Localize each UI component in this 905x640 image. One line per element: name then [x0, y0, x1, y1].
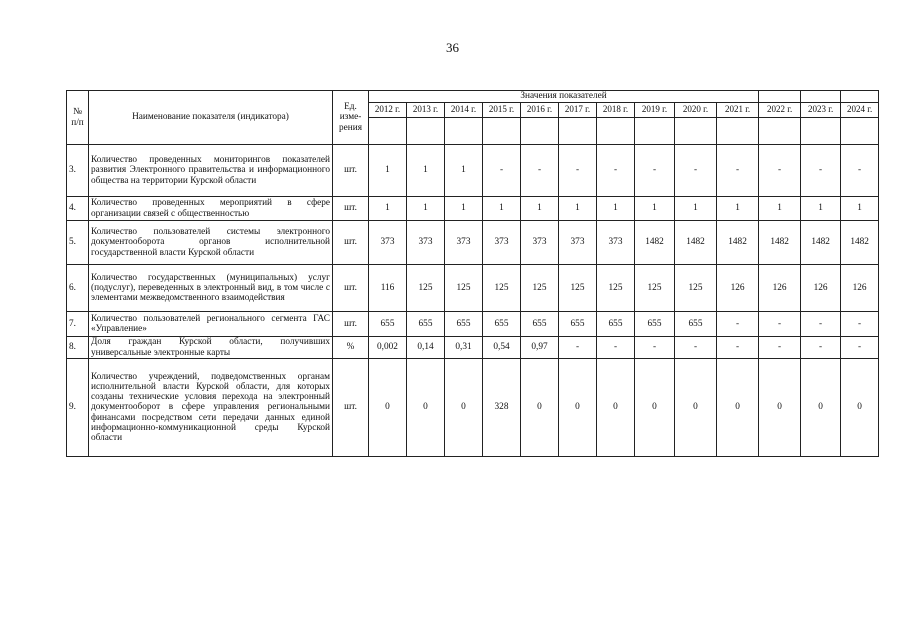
header-year: 2017 г. [559, 103, 597, 118]
value-cell: 125 [635, 265, 675, 312]
value-cell: 655 [483, 312, 521, 337]
value-cell: 126 [717, 265, 759, 312]
indicator-name: Доля граждан Курской области, получивших универсальные электронные карты [89, 337, 333, 359]
header-year-spacer [717, 118, 759, 145]
unit-cell: шт. [333, 265, 369, 312]
value-cell: 0 [675, 359, 717, 457]
value-cell: 655 [445, 312, 483, 337]
value-cell: 125 [521, 265, 559, 312]
indicator-name: Количество пользователей системы электронного документооборота органов исполнительной государственной власти Курской области [89, 221, 333, 265]
value-cell: 0 [559, 359, 597, 457]
header-blank-cell [841, 91, 879, 103]
table-row [67, 145, 879, 197]
row-number: 6. [67, 265, 89, 312]
unit-cell: шт. [333, 197, 369, 221]
header-year: 2020 г. [675, 103, 717, 118]
value-cell: 126 [801, 265, 841, 312]
header-year: 2015 г. [483, 103, 521, 118]
value-cell: 125 [445, 265, 483, 312]
value-cell: 1 [369, 197, 407, 221]
header-year-spacer [801, 118, 841, 145]
value-cell: 1 [675, 197, 717, 221]
value-cell: - [675, 337, 717, 359]
indicator-name: Количество проведенных мониторингов показателей развития Электронного правительства и информационного общества на территории Курской области [89, 145, 333, 197]
value-cell: 0 [841, 359, 879, 457]
header-year-spacer [597, 118, 635, 145]
header-unit: Ед. изме-рения [333, 91, 369, 145]
value-cell: - [559, 145, 597, 197]
unit-cell: шт. [333, 359, 369, 457]
row-number: 9. [67, 359, 89, 457]
value-cell: - [597, 337, 635, 359]
value-cell: - [635, 145, 675, 197]
header-year: 2022 г. [759, 103, 801, 118]
header-blank-cell [801, 91, 841, 103]
value-cell: - [635, 337, 675, 359]
value-cell: 655 [407, 312, 445, 337]
header-year: 2014 г. [445, 103, 483, 118]
indicators-table [66, 90, 879, 457]
header-year: 2013 г. [407, 103, 445, 118]
value-cell: - [597, 145, 635, 197]
header-num: № п/п [67, 91, 89, 145]
header-name: Наименование показателя (индикатора) [89, 91, 333, 145]
value-cell: 1 [759, 197, 801, 221]
value-cell: - [841, 145, 879, 197]
value-cell: 1482 [841, 221, 879, 265]
value-cell: - [717, 337, 759, 359]
value-cell: 373 [369, 221, 407, 265]
value-cell: - [801, 337, 841, 359]
page-number: 36 [446, 40, 459, 55]
value-cell: 0,002 [369, 337, 407, 359]
header-year-spacer [407, 118, 445, 145]
unit-cell: % [333, 337, 369, 359]
value-cell: - [559, 337, 597, 359]
header-year: 2023 г. [801, 103, 841, 118]
value-cell: 1 [597, 197, 635, 221]
value-cell: 655 [369, 312, 407, 337]
value-cell: 125 [675, 265, 717, 312]
value-cell: 0 [597, 359, 635, 457]
value-cell: 655 [597, 312, 635, 337]
value-cell: 116 [369, 265, 407, 312]
value-cell: 373 [445, 221, 483, 265]
table-row [67, 359, 879, 457]
value-cell: 655 [521, 312, 559, 337]
table-body [67, 145, 879, 457]
value-cell: 373 [559, 221, 597, 265]
value-cell: 1 [521, 197, 559, 221]
value-cell: 373 [407, 221, 445, 265]
value-cell: 0 [521, 359, 559, 457]
value-cell: 0 [801, 359, 841, 457]
row-number: 3. [67, 145, 89, 197]
indicator-name: Количество государственных (муниципальных) услуг (подуслуг), переведенных в электронный вид, в том числе с элементами межведомственного взаимодействия [89, 265, 333, 312]
unit-cell: шт. [333, 221, 369, 265]
header-year-spacer [445, 118, 483, 145]
table-row [67, 221, 879, 265]
value-cell: 126 [841, 265, 879, 312]
value-cell: 1482 [717, 221, 759, 265]
value-cell: - [717, 312, 759, 337]
value-cell: 1 [635, 197, 675, 221]
value-cell: - [483, 145, 521, 197]
value-cell: 328 [483, 359, 521, 457]
value-cell: - [675, 145, 717, 197]
header-year-spacer [675, 118, 717, 145]
header-year-spacer [841, 118, 879, 145]
value-cell: 373 [483, 221, 521, 265]
value-cell: 1482 [801, 221, 841, 265]
value-cell: 1 [483, 197, 521, 221]
value-cell: 655 [675, 312, 717, 337]
value-cell: 125 [597, 265, 635, 312]
unit-cell: шт. [333, 145, 369, 197]
row-number: 7. [67, 312, 89, 337]
value-cell: 1482 [759, 221, 801, 265]
header-year: 2016 г. [521, 103, 559, 118]
header-year-spacer [521, 118, 559, 145]
value-cell: 1 [717, 197, 759, 221]
value-cell: 0,97 [521, 337, 559, 359]
header-blank-cell [759, 91, 801, 103]
value-cell: - [841, 337, 879, 359]
header-year: 2018 г. [597, 103, 635, 118]
value-cell: 373 [521, 221, 559, 265]
value-cell: - [841, 312, 879, 337]
header-year-spacer [369, 118, 407, 145]
value-cell: 0 [717, 359, 759, 457]
value-cell: 125 [407, 265, 445, 312]
value-cell: 0,54 [483, 337, 521, 359]
header-year: 2024 г. [841, 103, 879, 118]
value-cell: 1 [559, 197, 597, 221]
table-row [67, 312, 879, 337]
value-cell: 373 [597, 221, 635, 265]
indicator-name: Количество учреждений, подведомственных органам исполнительной власти Курской области, для которых созданы технические условия перехода на электронный документооборот в сфере управления региональными финансами посредством сети передачи данных единой информационно-коммуникационной среды Курской области [89, 359, 333, 457]
value-cell: - [801, 312, 841, 337]
row-number: 4. [67, 197, 89, 221]
value-cell: 1 [801, 197, 841, 221]
value-cell: 1 [369, 145, 407, 197]
table-row [67, 337, 879, 359]
value-cell: 1 [445, 197, 483, 221]
header-year-spacer [759, 118, 801, 145]
value-cell: 0 [407, 359, 445, 457]
value-cell: 1482 [635, 221, 675, 265]
row-number: 5. [67, 221, 89, 265]
value-cell: 1 [445, 145, 483, 197]
value-cell: - [759, 312, 801, 337]
value-cell: 0 [369, 359, 407, 457]
row-number: 8. [67, 337, 89, 359]
value-cell: 1 [407, 145, 445, 197]
value-cell: 1 [841, 197, 879, 221]
value-cell: 0,14 [407, 337, 445, 359]
value-cell: 126 [759, 265, 801, 312]
value-cell: 125 [559, 265, 597, 312]
unit-cell: шт. [333, 312, 369, 337]
header-values-group: Значения показателей [369, 91, 759, 103]
table-row [67, 265, 879, 312]
value-cell: 0 [759, 359, 801, 457]
value-cell: 1482 [675, 221, 717, 265]
table-header [67, 91, 879, 145]
value-cell: 0 [635, 359, 675, 457]
indicator-name: Количество проведенных мероприятий в сфере организации связей с общественностью [89, 197, 333, 221]
header-year: 2021 г. [717, 103, 759, 118]
header-year: 2012 г. [369, 103, 407, 118]
value-cell: 655 [635, 312, 675, 337]
indicator-name: Количество пользователей регионального сегмента ГАС «Управление» [89, 312, 333, 337]
value-cell: - [759, 337, 801, 359]
header-year: 2019 г. [635, 103, 675, 118]
header-year-spacer [635, 118, 675, 145]
header-year-spacer [483, 118, 521, 145]
value-cell: - [521, 145, 559, 197]
value-cell: 0 [445, 359, 483, 457]
value-cell: - [717, 145, 759, 197]
value-cell: 655 [559, 312, 597, 337]
value-cell: 0,31 [445, 337, 483, 359]
value-cell: 125 [483, 265, 521, 312]
value-cell: 1 [407, 197, 445, 221]
header-year-spacer [559, 118, 597, 145]
value-cell: - [801, 145, 841, 197]
value-cell: - [759, 145, 801, 197]
table-row [67, 197, 879, 221]
